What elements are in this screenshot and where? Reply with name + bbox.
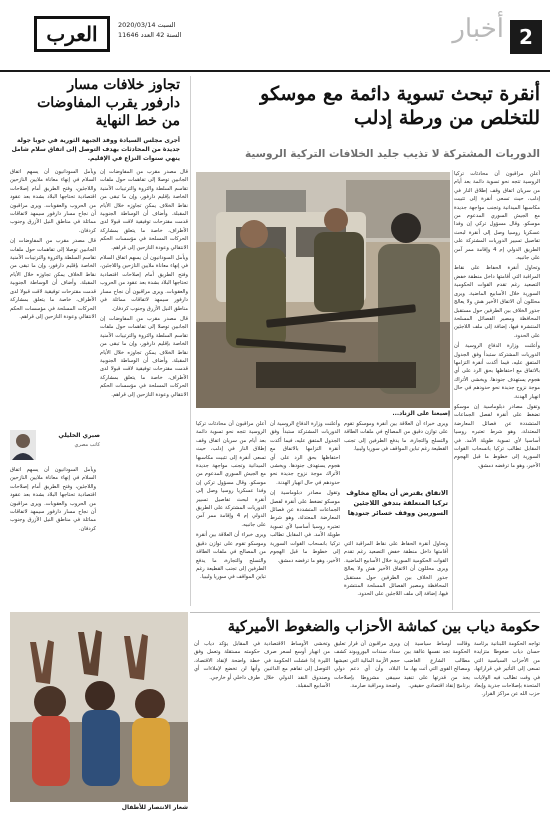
- side-col1-repeat: قال مصدر مقرب من المفاوضات إن الجانبين توصلا إلى تفاهمات حول ملفات تقاسم السلطة والثروة والترتيبات الأمنية الخاصة بإقليم دارفور، وإن ما تبقى من نقاط الخلاف يمكن تجاوزه خلال الأيام المقبلة. وأضاف أن الوساطة الجنوبية قدمت مقترحات توفيقية لاقت قبولا لدى الأطراف، خاصة ما يتعلق بمشاركة الحركات المسلحة في مؤسسات الحكم الانتقالي وعودة النازحين إلى قراهم.: [100, 315, 188, 398]
- columnist-avatar: [10, 430, 36, 460]
- main-headline-line2: للتخلص من ورطة إدلب: [354, 107, 540, 129]
- side-story-column-1: [100, 168, 188, 608]
- masthead: [0, 0, 550, 72]
- main-story-column-2: [344, 420, 448, 486]
- main-story-column-3: [344, 540, 448, 610]
- section-label: أخبار: [452, 14, 504, 44]
- soldiers-photo-illustration: [196, 172, 450, 408]
- bottom-col3-text: ويرى مراقبون أن قرار تعليق سداد سندات اليوروبوند كشف حجم الأزمة المالية التي تعيشها البلاد، وأن أي دعم دولي سيبقى مشروطا بإصلاحات واضحة ومراقبة صارمة.: [334, 641, 400, 690]
- side-headline-line2: دارفور يقرب المفاوضات: [37, 95, 180, 111]
- columnist-box: [10, 428, 100, 462]
- main-story-column-1: [454, 170, 540, 610]
- columnist-role: كاتب مصري: [74, 442, 100, 448]
- side-lead: أجرى مجلس السيادة ووفد الجبهة الثورية في جوبا جولة جديدة من المحادثات بهدف التوصل إلى اتفاق سلام شامل ينهي سنوات النزاع في الإقليم.: [11, 137, 180, 162]
- main-subheadline: الدوريات المشتركة لا تذيب جليد الخلافات التركية الروسية: [245, 148, 540, 160]
- bottom-col2-text: وقالت أوساط سياسية إن الحكومة تجد نفسها عالقة بين مطالب الشارع الغاضب ومصالح القوى التي أتت بها، ما يحد من قدرتها على تنفيذ برنامج إنقاذ اقتصادي حقيقي.: [404, 641, 470, 690]
- main-headline: [210, 82, 540, 130]
- main-col4-repeat: وتقول مصادر دبلوماسية إن موسكو تضغط على أنقرة لفصل الجماعات المتشددة عن فصائل المعارضة المعتدلة، وهو شرط تعتبره روسيا أساسيا لأي تسوية طويلة الأمد. في المقابل تطالب تركيا بانسحاب القوات السورية إلى خطوط ما قبل الهجوم الأخير، وهو ما ترفضه دمشق.: [270, 490, 340, 564]
- issue-info: [118, 20, 208, 40]
- main-story-column-4: [270, 420, 340, 610]
- main-story-column-5: [196, 420, 266, 610]
- main-headline-line1: أنقرة تبحث تسوية دائمة مع موسكو: [260, 83, 540, 105]
- bottom-col5-text: في المقابل يؤكد دياب أن حكومته مستقلة وتعمل وفق خطة واضحة لإنقاذ الاقتصاد، وأنها لن تخضع لإملاءات أي طرف داخلي أو خارجي.: [194, 641, 260, 681]
- main-col2-repeat: وتحاول أنقرة الحفاظ على نقاط المراقبة التي أقامتها داخل منطقة خفض التصعيد رغم تقدم القوات الحكومية السورية خلال الأسابيع الماضية. ويرى محللون أن الاتفاق الأخير هش ولا يعالج جذور الخلاف بين الطرفين حول مستقبل المحافظة ومصير الفصائل المسلحة المنتشرة فيها، إضافة إلى ملف اللاجئين على الحدود.: [344, 541, 448, 598]
- issue-date: 2020/03/14 السبت: [118, 21, 176, 29]
- side-col2-text: ويأمل السودانيون أن يسهم اتفاق السلام في إنهاء معاناة ملايين النازحين واللاجئين، وفتح الطريق أمام إصلاحات اقتصادية تحتاجها البلاد بشدة بعد عقود من الحروب والعقوبات. ويرى مراقبون أن نجاح مسار دارفور سيمهد لاتفاقات مماثلة في مناطق النيل الأزرق وجنوب كردفان.: [100, 255, 188, 312]
- columnist-name: صبري الخليلي: [58, 432, 100, 439]
- side-col1-text: قال مصدر مقرب من المفاوضات إن الجانبين توصلا إلى تفاهمات حول ملفات تقاسم السلطة والثروة والترتيبات الأمنية الخاصة بإقليم دارفور، وإن ما تبقى من نقاط الخلاف يمكن تجاوزه خلال الأيام المقبلة. وأضاف أن الوساطة الجنوبية قدمت مقترحات توفيقية لاقت قبولا لدى الأطراف، خاصة ما يتعلق بمشاركة الحركات المسلحة في مؤسسات الحكم الانتقالي وعودة النازحين إلى قراهم.: [100, 169, 188, 251]
- main-pullquote: الاتفاق يقترض أن يعالج مخاوف تركيا المتعلقة بتدفق اللاجئين السوريين ووقف خسائر جنودها: [346, 489, 448, 517]
- bottom-col4-text: وتخشى الأوساط الاقتصادية من انهيار أوسع لسعر صرف الليرة إذا فشلت الحكومة في التوصل إلى تفاهم مع الدائنين وصندوق النقد الدولي خلال الأسابيع المقبلة.: [264, 641, 330, 690]
- side-headline-line3: من خط النهاية: [95, 113, 180, 129]
- main-col5-text: ويرى خبراء أن العلاقة بين أنقرة وموسكو تقوم على توازن دقيق من المصالح في ملفات الطاقة والتسلح والتجارة، ما يدفع الطرفين إلى تجنب القطيعة رغم تباين المواقف في سوريا وليبيا.: [344, 421, 448, 453]
- side-column-rule: [190, 76, 191, 606]
- main-col3-text: وأعلنت وزارة الدفاع الروسية أن الدوريات المشتركة ستبدأ وفق الجدول المتفق عليه، فيما أكدت أنقرة التزامها بالاتفاق مع احتفاظها بحق الرد على أي هجوم يستهدف جنودها. ويخشى الأتراك موجة نزوح جديدة نحو حدودهم في حال انهيار الهدنة.: [454, 343, 540, 400]
- side-headline: [10, 76, 180, 130]
- side-story-column-3: [10, 466, 96, 608]
- side-col2-text-b: ويأمل السودانيون أن يسهم اتفاق السلام في إنهاء معاناة ملايين النازحين واللاجئين، وفتح الطريق أمام إصلاحات اقتصادية تحتاجها البلاد بشدة بعد عقود من الحروب والعقوبات. ويرى مراقبون أن نجاح مسار دارفور سيمهد لاتفاقات مماثلة في مناطق النيل الأزرق وجنوب كردفان.: [10, 169, 96, 234]
- main-col1-repeat: أعلن مراقبون أن محادثات تركيا الروسية تتجه نحو تسوية دائمة بعد أيام من سريان اتفاق وقف إطلاق النار في إدلب، حيث تسعى أنقرة إلى تثبيت مكاسبها الميدانية وتجنب مواجهة جديدة مع الجيش السوري المدعوم من موسكو. وقال مسؤول تركي إن وفدا عسكريا روسيا وصل إلى أنقرة لبحث تفاصيل تسيير الدوريات المشتركة على الطريق الدولي إم 4 وإقامة ممر آمن على جانبيه.: [196, 421, 266, 528]
- side-story-column-2: [10, 168, 96, 426]
- bottom-column-3: [334, 640, 400, 810]
- main-col1-text: أعلن مراقبون أن محادثات تركيا الروسية تتجه نحو تسوية دائمة بعد أيام من سريان اتفاق وقف إطلاق النار في إدلب، حيث تسعى أنقرة إلى تثبيت مكاسبها الميدانية وتجنب مواجهة جديدة مع الجيش السوري المدعوم من موسكو. وقال مسؤول تركي إن وفدا عسكريا روسيا وصل إلى أنقرة لبحث تفاصيل تسيير الدوريات المشتركة على الطريق الدولي إم 4 وإقامة ممر آمن على جانبيه.: [454, 171, 540, 262]
- children-photo: [10, 612, 188, 802]
- main-col3-repeat: وأعلنت وزارة الدفاع الروسية أن الدوريات المشتركة ستبدأ وفق الجدول المتفق عليه، فيما أكدت أنقرة التزامها بالاتفاق مع احتفاظها بحق الرد على أي هجوم يستهدف جنودها. ويخشى الأتراك موجة نزوح جديدة نحو حدودهم في حال انهيار الهدنة.: [270, 421, 340, 486]
- bottom-column-2: [404, 640, 470, 810]
- issue-number: السنة 42 العدد 11646: [118, 31, 182, 39]
- bottom-column-1: [474, 640, 540, 810]
- bottom-column-5: [194, 640, 260, 810]
- main-photo-caption: إصبعنا على الزناد...: [392, 410, 450, 417]
- bottom-story-rule: [190, 612, 540, 613]
- children-photo-illustration: [10, 612, 188, 802]
- main-col4-text: وتقول مصادر دبلوماسية إن موسكو تضغط على أنقرة لفصل الجماعات المتشددة عن فصائل المعارضة المعتدلة، وهو شرط تعتبره روسيا أساسيا لأي تسوية طويلة الأمد. في المقابل تطالب تركيا بانسحاب القوات السورية إلى خطوط ما قبل الهجوم الأخير، وهو ما ترفضه دمشق.: [454, 403, 540, 469]
- bottom-headline: حكومة دياب بين كماشة الأحزاب والضغوط الأميركية: [227, 618, 540, 635]
- side-col1-text-b: قال مصدر مقرب من المفاوضات إن الجانبين توصلا إلى تفاهمات حول ملفات تقاسم السلطة والثروة والترتيبات الأمنية الخاصة بإقليم دارفور، وإن ما تبقى من نقاط الخلاف يمكن تجاوزه خلال الأيام المقبلة. وأضاف أن الوساطة الجنوبية قدمت مقترحات توفيقية لاقت قبولا لدى الأطراف، خاصة ما يتعلق بمشاركة الحركات المسلحة في مؤسسات الحكم الانتقالي وعودة النازحين إلى قراهم.: [10, 238, 96, 320]
- soldiers-photo: [196, 172, 450, 408]
- main-col2-text: وتحاول أنقرة الحفاظ على نقاط المراقبة التي أقامتها داخل منطقة خفض التصعيد رغم تقدم القوات الحكومية السورية خلال الأسابيع الماضية. ويرى محللون أن الاتفاق الأخير هش ولا يعالج جذور الخلاف بين الطرفين حول مستقبل المحافظة ومصير الفصائل المسلحة المنتشرة فيها، إضافة إلى ملف اللاجئين على الحدود.: [454, 265, 540, 339]
- logo-text: العرب: [46, 22, 98, 46]
- page-number: 2: [510, 20, 542, 54]
- side-headline-line1: تجاوز خلافات مسار: [67, 77, 180, 93]
- column-rule: [452, 170, 453, 610]
- children-photo-caption: شعار الانتصار للأطفال: [121, 804, 188, 811]
- bottom-column-4: [264, 640, 330, 810]
- bottom-col1-text: تواجه الحكومة اللبنانية برئاسة حسان دياب ضغوطا متزايدة من الأحزاب السياسية التي تسعى إلى التأثير في قراراتها، في وقت تطالب فيه الولايات المتحدة بإصلاحات جذرية وإبعاد حزب الله عن مراكز القرار.: [474, 641, 540, 698]
- main-col5-repeat: ويرى خبراء أن العلاقة بين أنقرة وموسكو تقوم على توازن دقيق من المصالح في ملفات الطاقة والتسلح والتجارة، ما يدفع الطرفين إلى تجنب القطيعة رغم تباين المواقف في سوريا وليبيا.: [196, 532, 266, 581]
- side-col2-text-c: ويأمل السودانيون أن يسهم اتفاق السلام في إنهاء معاناة ملايين النازحين واللاجئين، وفتح الطريق أمام إصلاحات اقتصادية تحتاجها البلاد بشدة بعد عقود من الحروب والعقوبات. ويرى مراقبون أن نجاح مسار دارفور سيمهد لاتفاقات مماثلة في مناطق النيل الأزرق وجنوب كردفان.: [10, 467, 96, 532]
- newspaper-logo: [34, 16, 110, 52]
